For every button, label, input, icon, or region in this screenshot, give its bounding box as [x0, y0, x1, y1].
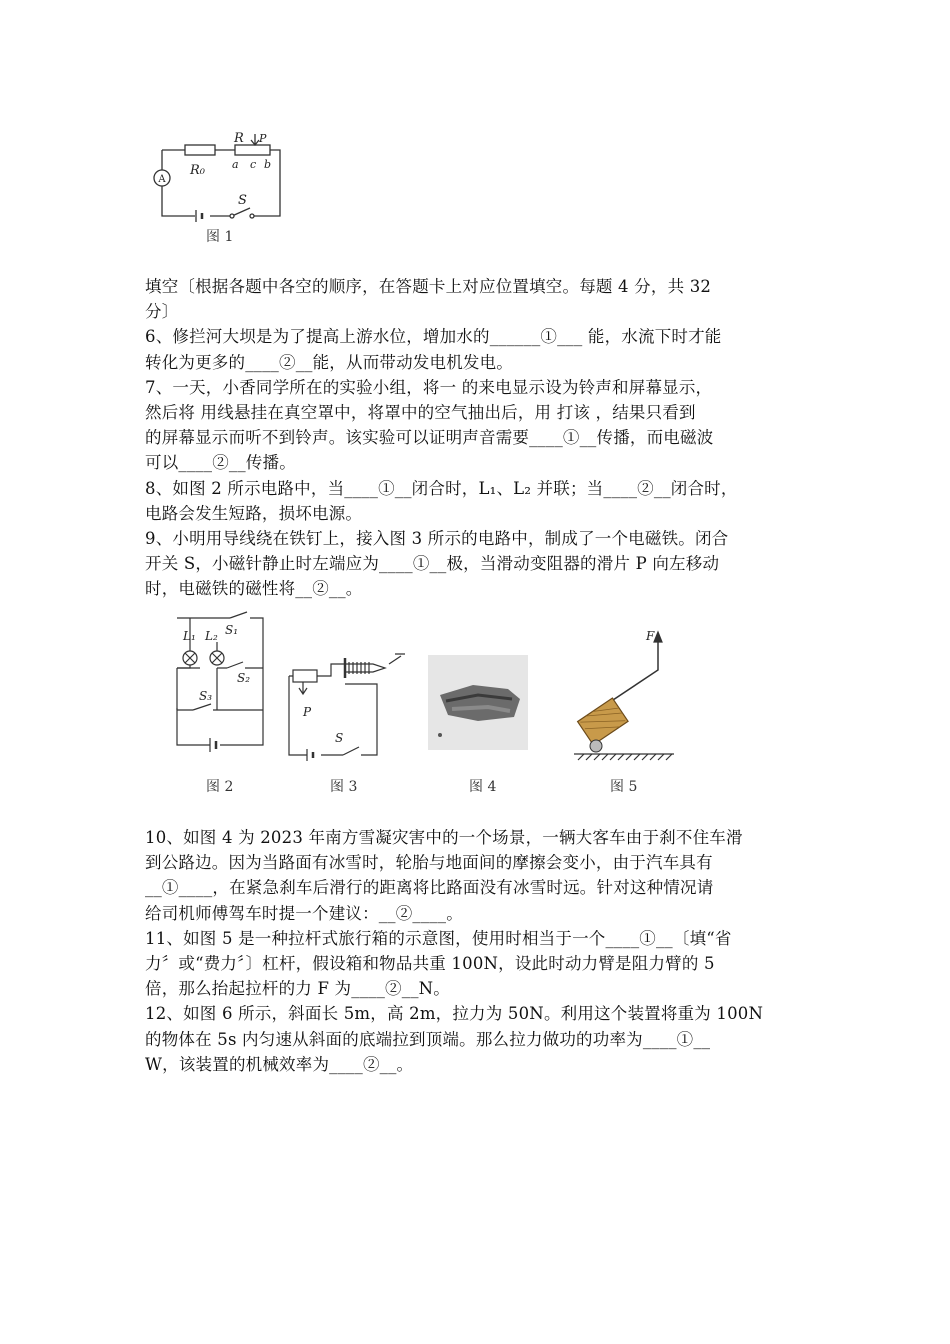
r-label: R: [234, 131, 244, 146]
ammeter-label: A: [158, 174, 166, 185]
question-9: 9、小明用导线绕在铁钉上，接入图 3 所示的电路中，制成了一个电磁铁。闭合 开关 S，小磁针静止时左端应为____①__极，当滑动变阻器的滑片 P 向左移动 时，电磁铁的磁性将__②__。: [145, 529, 729, 599]
figure-5-caption: 图 5: [610, 779, 638, 795]
c-label: c: [250, 158, 257, 171]
figure-4-caption: 图 4: [469, 779, 497, 795]
b-label: b: [264, 158, 272, 171]
figure-4-photo: [428, 655, 528, 750]
p-label: P: [259, 132, 267, 145]
s1-label: S₁: [225, 623, 239, 637]
s-label: S: [335, 731, 344, 745]
figure-3-caption: 图 3: [330, 779, 358, 795]
s3-label: S₃: [199, 689, 213, 703]
l1-label: L₁: [183, 629, 196, 643]
figure-5-diagram: [570, 622, 680, 762]
l2-label: L₂: [205, 629, 218, 643]
figure-3-circuit: [283, 650, 408, 765]
section-heading: 填空〔根据各题中各空的顺序，在答题卡上对应位置填空。每题 4 分，共 32 分〕: [145, 277, 712, 322]
figure-5-suitcase: [570, 622, 680, 762]
bus-accident-image: [428, 655, 528, 750]
question-8: 8、如图 2 所示电路中，当____①__闭合时，L₁、L₂ 并联；当____②__闭合时， 电路会发生短路，损坏电源。: [145, 478, 738, 523]
figure-1-circuit: [140, 128, 290, 228]
questions-block-bottom: [145, 825, 805, 1077]
question-10: 10、如图 4 为 2023 年南方雪凝灾害中的一个场景，一辆大客车由于刹不住车滑 到公路边。因为当路面有冰雪时，轮胎与地面间的摩擦会变小，由于汽车具有 __①____，在紧急刹车后滑行的距离将比路面没有冰雪时远。针对这种情况请 给司机师傅驾车时提一个建议：__②____。: [145, 828, 743, 923]
question-11: 11、如图 5 是一种拉杆式旅行箱的示意图，使用时相当于一个____①__〔填“省 力〞或“费力〞〕杠杆，假设箱和物品共重 100N，设此时动力臂是阻力臂的 5 倍，那么抬起拉杆的力 F 为____②__N。: [145, 928, 732, 999]
figure-1-caption: 图 1: [206, 229, 234, 245]
r0-label: R₀: [190, 163, 205, 178]
questions-block-top: [145, 274, 805, 602]
figure-2-caption: 图 2: [206, 779, 234, 795]
figure-3-diagram: [283, 650, 408, 765]
s2-label: S₂: [237, 671, 251, 685]
f-label: F: [646, 629, 655, 643]
question-6: 6、修拦河大坝是为了提高上游水位，增加水的______①___ 能，水流下时才能 转化为更多的____②__能，从而带动发电机发电。: [145, 327, 722, 372]
figure-2-circuit: [165, 610, 275, 755]
a-label: a: [232, 158, 239, 171]
p-label: P: [303, 705, 312, 719]
question-12: 12、如图 6 所示，斜面长 5m，高 2m，拉力为 50N。利用这个装置将重为 100N 的物体在 5s 内匀速从斜面的底端拉到顶端。那么拉力做功的功率为____①__ W，该装置的机械效率为____②__。: [145, 1004, 764, 1074]
figure-2-diagram: [165, 610, 275, 755]
question-7: 7、一天，小香同学所在的实验小组，将一 的来电显示设为铃声和屏幕显示， 然后将 用线悬挂在真空罩中，将罩中的空气抽出后，用 打该 ，结果只看到 的屏幕显示而听不到铃声。该实验可以证明声音需要____①__传播，而电磁波 可以____②__传播。: [145, 377, 714, 473]
s-label: S: [238, 193, 247, 208]
figure-1-diagram: [140, 128, 290, 228]
